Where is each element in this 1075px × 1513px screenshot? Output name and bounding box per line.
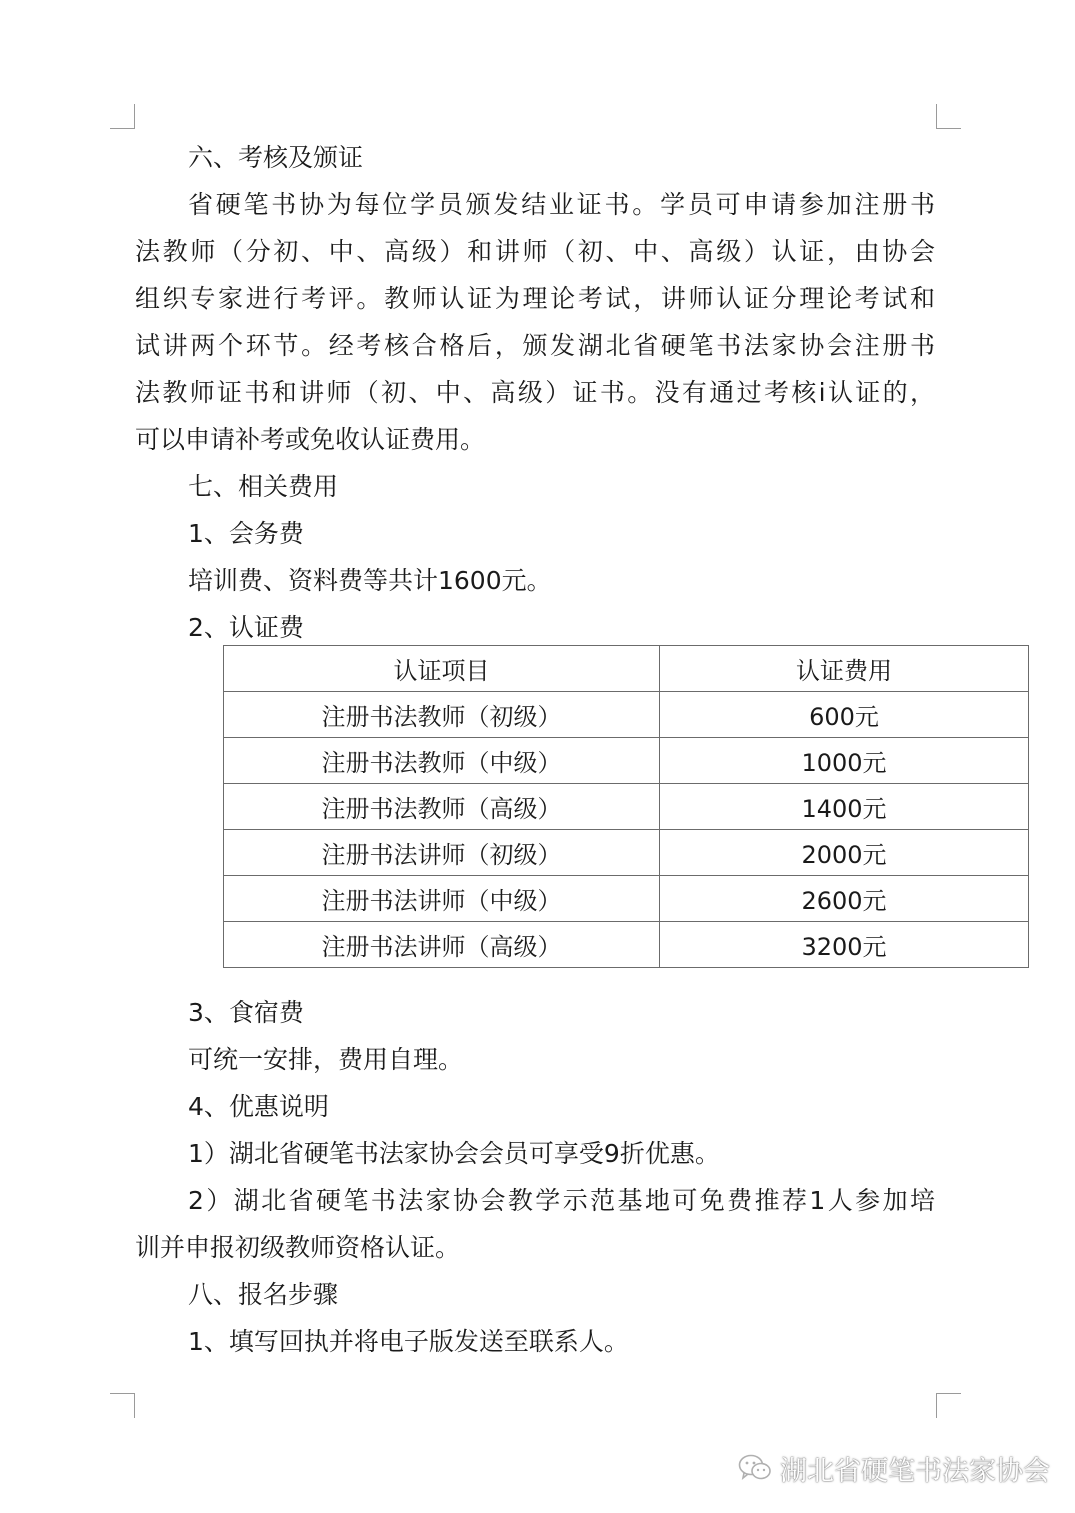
crop-mark-bottom-left xyxy=(110,1393,135,1418)
table-row xyxy=(224,738,1029,784)
paragraph-line: 法教师（分初、中、高级）和讲师（初、中、高级）认证，由协会 xyxy=(135,237,935,266)
table-header-cell: 认证费用 xyxy=(660,646,1029,692)
watermark xyxy=(738,1448,1050,1488)
table-cell-item: 注册书法讲师（高级） xyxy=(224,922,660,968)
table-row xyxy=(224,692,1029,738)
table-row xyxy=(224,830,1029,876)
table-cell-item: 注册书法教师（初级） xyxy=(224,692,660,738)
crop-mark-top-left xyxy=(110,104,135,129)
discount-item-1: 1）湖北省硬笔书法家协会会员可享受9折优惠。 xyxy=(188,1139,720,1168)
subheading-board-lodging: 3、食宿费 xyxy=(188,998,304,1027)
table-cell-fee: 2600元 xyxy=(660,876,1029,922)
section-6-heading: 六、考核及颁证 xyxy=(188,143,364,172)
subheading-meeting-fee: 1、会务费 xyxy=(188,519,304,548)
table-cell-fee: 1000元 xyxy=(660,738,1029,784)
table-cell-item: 注册书法讲师（初级） xyxy=(224,830,660,876)
paragraph-line: 试讲两个环节。经考核合格后，颁发湖北省硬笔书法家协会注册书 xyxy=(135,331,935,360)
watermark-text: 湖北省硬笔书法家协会 xyxy=(780,1455,1050,1487)
certification-fee-table xyxy=(223,645,1029,968)
table-row xyxy=(224,876,1029,922)
board-lodging-text: 可统一安排，费用自理。 xyxy=(188,1045,464,1074)
table-row xyxy=(224,922,1029,968)
paragraph-line: 可以申请补考或免收认证费用。 xyxy=(135,425,486,454)
table-header-cell: 认证项目 xyxy=(224,646,660,692)
table-cell-item: 注册书法教师（高级） xyxy=(224,784,660,830)
table-cell-fee: 2000元 xyxy=(660,830,1029,876)
table-cell-fee: 3200元 xyxy=(660,922,1029,968)
paragraph-line: 法教师证书和讲师（初、中、高级）证书。没有通过考核i认证的， xyxy=(135,378,935,407)
subheading-discounts: 4、优惠说明 xyxy=(188,1092,329,1121)
crop-mark-bottom-right xyxy=(936,1393,961,1418)
meeting-fee-text: 培训费、资料费等共计1600元。 xyxy=(188,566,552,595)
subheading-certification-fee: 2、认证费 xyxy=(188,613,304,642)
table-cell-fee: 600元 xyxy=(660,692,1029,738)
discount-item-2-cont: 训并申报初级教师资格认证。 xyxy=(135,1233,461,1262)
section-7-heading: 七、相关费用 xyxy=(188,472,339,501)
wechat-icon xyxy=(738,1453,772,1483)
registration-step-1: 1、填写回执并将电子版发送至联系人。 xyxy=(188,1327,629,1356)
table-header-row xyxy=(224,646,1029,692)
table-cell-item: 注册书法讲师（中级） xyxy=(224,876,660,922)
table-cell-fee: 1400元 xyxy=(660,784,1029,830)
paragraph-line: 组织专家进行考评。教师认证为理论考试，讲师认证分理论考试和 xyxy=(135,284,935,313)
section-8-heading: 八、报名步骤 xyxy=(188,1280,339,1309)
paragraph-line: 省硬笔书协为每位学员颁发结业证书。学员可申请参加注册书 xyxy=(188,190,935,219)
table-row xyxy=(224,784,1029,830)
table-cell-item: 注册书法教师（中级） xyxy=(224,738,660,784)
discount-item-2: 2）湖北省硬笔书法家协会教学示范基地可免费推荐1人参加培 xyxy=(188,1186,935,1215)
crop-mark-top-right xyxy=(936,104,961,129)
